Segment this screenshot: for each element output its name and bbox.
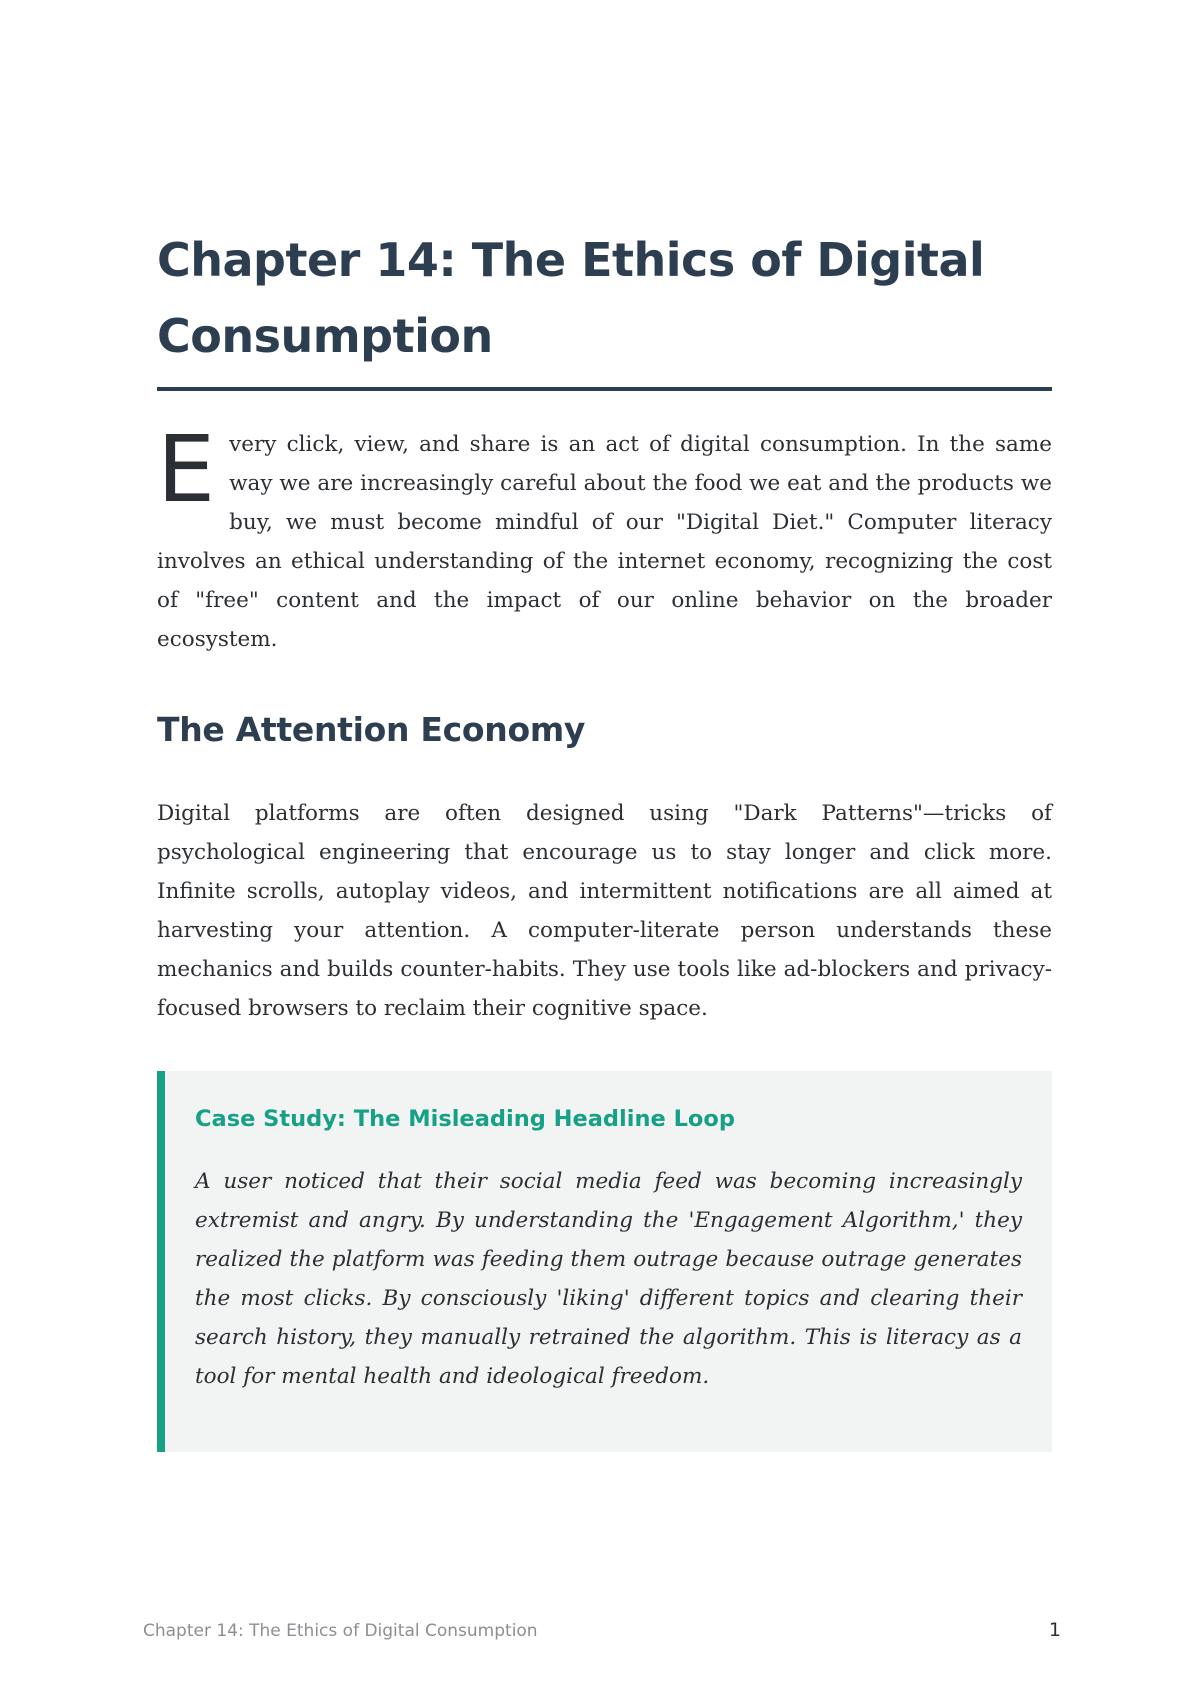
footer-page-number: 1 xyxy=(1048,1619,1061,1641)
case-study-callout xyxy=(157,1071,1052,1452)
case-study-text: A user noticed that their social media feed was becoming increasingly extremist and angry. By understanding the 'Engagement Algorithm,' they realized the platform was feeding them outrage because outrage generates the most clicks. By consciously 'liking' different topics and clearing their search history, they manually retrained the algorithm. This is literacy as a tool for mental health and ideological freedom. xyxy=(195,1169,1022,1389)
title-divider xyxy=(157,387,1052,391)
intro-paragraph xyxy=(157,416,1052,659)
footer-running-title: Chapter 14: The Ethics of Digital Consumption xyxy=(143,1621,538,1641)
case-study-title: Case Study: The Misleading Headline Loop xyxy=(195,1106,735,1132)
chapter-title: Chapter 14: The Ethics of Digital Consumption xyxy=(157,233,985,363)
section-paragraph: Digital platforms are often designed using "Dark Patterns"—tricks of psychological engineering that encourage us to stay longer and click more. Infinite scrolls, autoplay videos, and intermittent notifications are all aimed at harvesting your attention. A computer-literate person understands these mechanics and builds counter-habits. They use tools like ad-blockers and privacy-focused browsers to reclaim their cognitive space. xyxy=(157,801,1052,1021)
intro-text: very click, view, and share is an act of digital consumption. In the same way we are increasingly careful about the food we eat and the products we buy, we must become mindful of our "Digital Diet." Computer literacy involves an ethical understanding of the internet economy, recognizing the cost of "free" content and the impact of our online behavior on the broader ecosystem. xyxy=(157,432,1052,652)
drop-cap: E xyxy=(157,416,216,523)
section-heading: The Attention Economy xyxy=(157,710,586,749)
